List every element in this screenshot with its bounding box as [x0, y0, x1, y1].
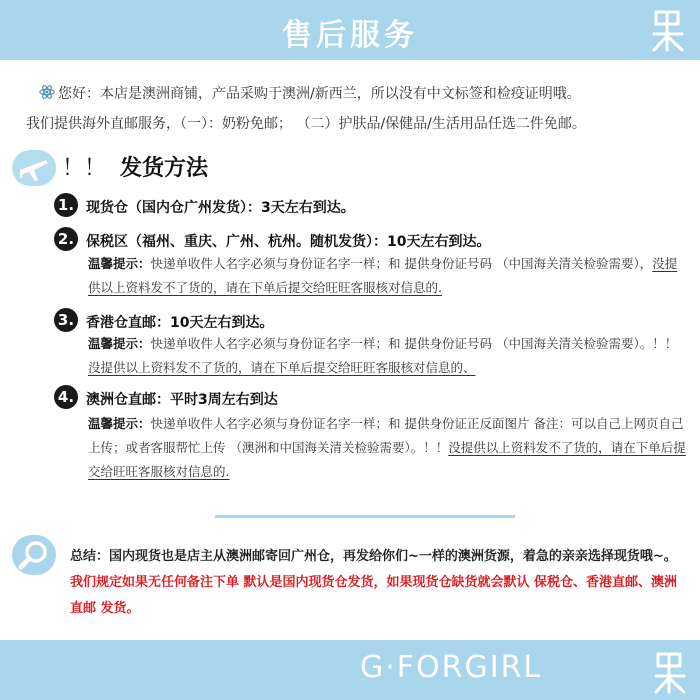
- logo-mark-icon: [648, 6, 688, 56]
- airplane-icon: [12, 150, 56, 186]
- intro-line-2: 我们提供海外直邮服务，（一）：奶粉免邮； （二）护肤品/保健品/生活用品任选二件免邮。: [26, 116, 586, 132]
- page-title: 售后服务: [282, 18, 418, 53]
- item-number-2: 2.: [54, 227, 78, 251]
- item-tip-2: 温馨提示：快递单收件人名字必须与身份证名字一样；和 提供身份证号码 （中国海关清关检验需要），没提供以上资料发不了货的，请在下单后提交给旺旺客服核对信息的.: [88, 256, 678, 295]
- item-heading-4: 澳洲仓直邮：平时3周左右到达: [86, 392, 278, 408]
- search-badge: [12, 535, 56, 575]
- item-heading-3: 香港仓直邮：10天左右到达。: [86, 315, 274, 331]
- item-number-4: 4.: [54, 385, 78, 409]
- item-heading-1: 现货仓（国内仓广州发货）：3天左右到达。: [86, 200, 355, 216]
- summary-text: 总结：国内现货也是店主从澳洲邮寄回广州仓，再发给你们~一样的澳洲货源，着急的亲亲选择现货哦~。我们规定如果无任何备注下单 默认是国内现货仓发货，如果现货仓缺货就会默认 保税仓、香港直邮、澳洲直邮 发货。: [70, 549, 678, 616]
- item-number-3: 3.: [54, 308, 78, 332]
- atom-icon: [38, 83, 56, 101]
- logo-mark-icon: [650, 648, 690, 698]
- search-icon: [12, 535, 56, 575]
- bottom-banner: [0, 640, 700, 700]
- item-number-1: 1.: [54, 193, 78, 217]
- brand-logo: G·FORGIRL: [360, 650, 543, 685]
- airplane-badge: [12, 150, 56, 186]
- item-heading-2: 保税区（福州、重庆、广州、杭州。随机发货）：10天左右到达。: [86, 234, 491, 250]
- section-title: ！！ 发货方法: [62, 156, 209, 181]
- divider: [215, 515, 515, 518]
- item-tip-4: 温馨提示：快递单收件人名字必须与身份证名字一样；和 提供身份证正反面图片 备注：可以自己上网页自己上传；或者客服帮忙上传 （澳洲和中国海关清关检验需要）。！！没提供以上资料发不了货的，请在下单后提交给旺旺客服核对信息的.: [88, 416, 686, 479]
- item-tip-3: 温馨提示：快递单收件人名字必须与身份证名字一样；和 提供身份证号码 （中国海关清关检验需要）。！！没提供以上资料发不了货的，请在下单后提交给旺旺客服核对信息的、: [88, 336, 678, 375]
- intro-line-1: 您好：本店是澳洲商铺，产品采购于澳洲/新西兰，所以没有中文标签和检疫证明哦。: [38, 83, 581, 103]
